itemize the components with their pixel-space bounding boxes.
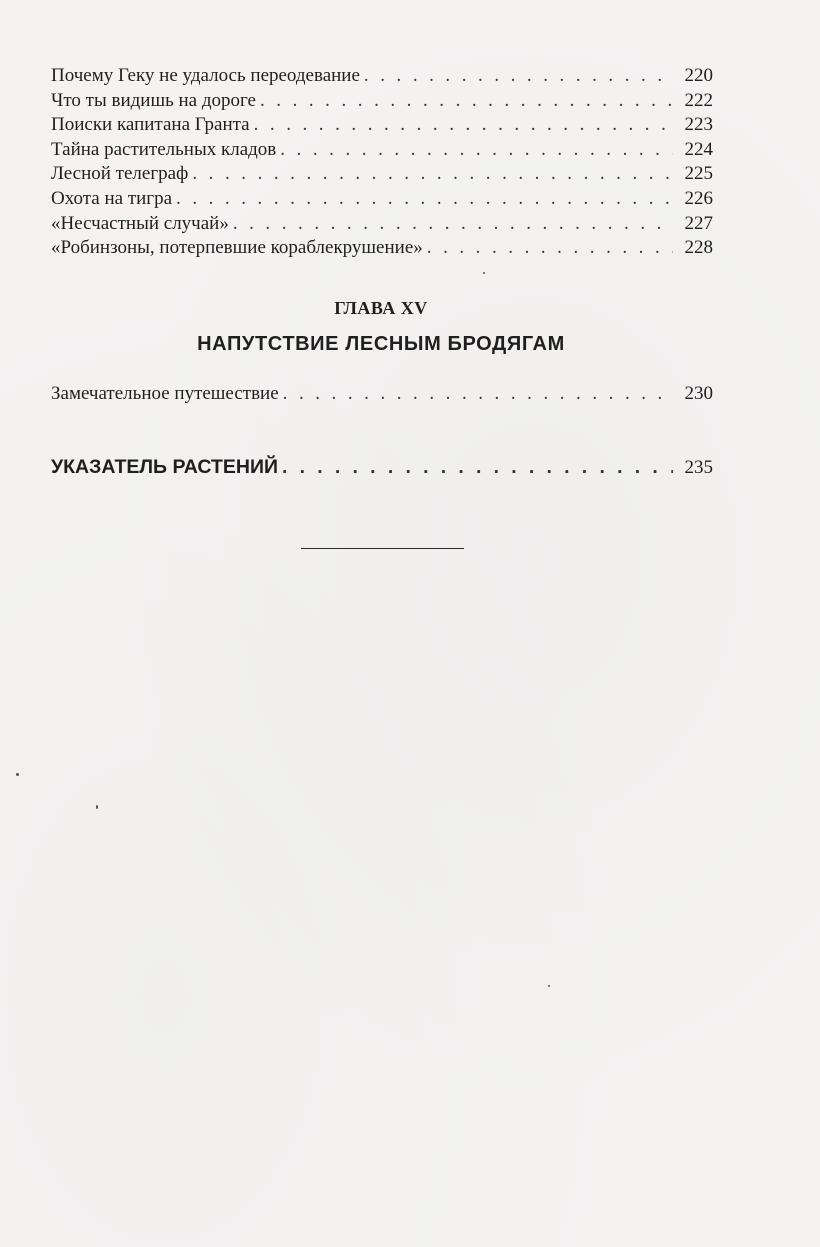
section-divider xyxy=(301,548,464,549)
dot-leader xyxy=(233,212,673,237)
paper-speck xyxy=(96,805,98,809)
toc-entry-page-number: 224 xyxy=(684,138,713,160)
toc-list xyxy=(51,64,713,261)
dot-leader xyxy=(283,382,673,407)
toc-entry-title: «Робинзоны, потерпевшие кораблекрушение» xyxy=(51,237,423,259)
dot-leader xyxy=(282,455,673,480)
toc-entry-title: «Несчастный случай» xyxy=(51,212,229,234)
toc-entry-title: Тайна растительных кладов xyxy=(51,138,277,160)
toc-entry-title: Лесной телеграф xyxy=(51,163,189,185)
toc-entry-title: Замечательное путешествие xyxy=(51,383,279,404)
toc-entry xyxy=(51,162,713,187)
toc-entry-title: Почему Геку не удалось переодевание xyxy=(51,65,360,86)
chapter-number: ГЛАВА XV xyxy=(334,298,428,318)
toc-entry xyxy=(51,382,713,407)
paper-speck xyxy=(483,272,485,274)
toc-list xyxy=(51,382,713,407)
paper-speck xyxy=(16,773,19,776)
toc-entry-page-number: 225 xyxy=(684,163,713,185)
toc-entry-page-number: 223 xyxy=(684,114,713,136)
dot-leader xyxy=(364,64,673,89)
toc-entry xyxy=(51,89,713,114)
toc-entry xyxy=(51,138,713,163)
toc-entry-title: Поиски капитана Гранта xyxy=(51,114,250,136)
toc-entry-title: УКАЗАТЕЛЬ РАСТЕНИЙ xyxy=(51,456,278,478)
dot-leader xyxy=(260,89,673,114)
toc-entry-page-number: 228 xyxy=(684,237,713,259)
toc-entry-page-number: 222 xyxy=(684,89,713,111)
toc-entry xyxy=(51,187,713,212)
toc-list-index xyxy=(51,455,713,480)
toc-entry xyxy=(51,113,713,138)
dot-leader xyxy=(254,113,673,138)
toc-entry-page-number: 227 xyxy=(684,212,713,234)
chapter-title: НАПУТСТВИЕ ЛЕСНЫМ БРОДЯГАМ xyxy=(197,333,565,355)
dot-leader xyxy=(192,162,673,187)
toc-entry xyxy=(51,212,713,237)
toc-entry xyxy=(51,455,713,480)
toc-entry-title: Охота на тигра xyxy=(51,187,173,209)
toc-entry-page-number: 230 xyxy=(684,383,713,404)
dot-leader xyxy=(427,236,673,261)
dot-leader xyxy=(176,187,673,212)
toc-entry-page-number: 226 xyxy=(684,187,713,209)
toc-entry xyxy=(51,236,713,261)
toc-entry xyxy=(51,64,713,89)
paper-speck xyxy=(548,985,550,987)
toc-entry-page-number: 235 xyxy=(684,457,713,478)
toc-entry-title: Что ты видишь на дороге xyxy=(51,89,256,111)
dot-leader xyxy=(280,138,673,163)
toc-entry-page-number: 220 xyxy=(684,65,713,86)
